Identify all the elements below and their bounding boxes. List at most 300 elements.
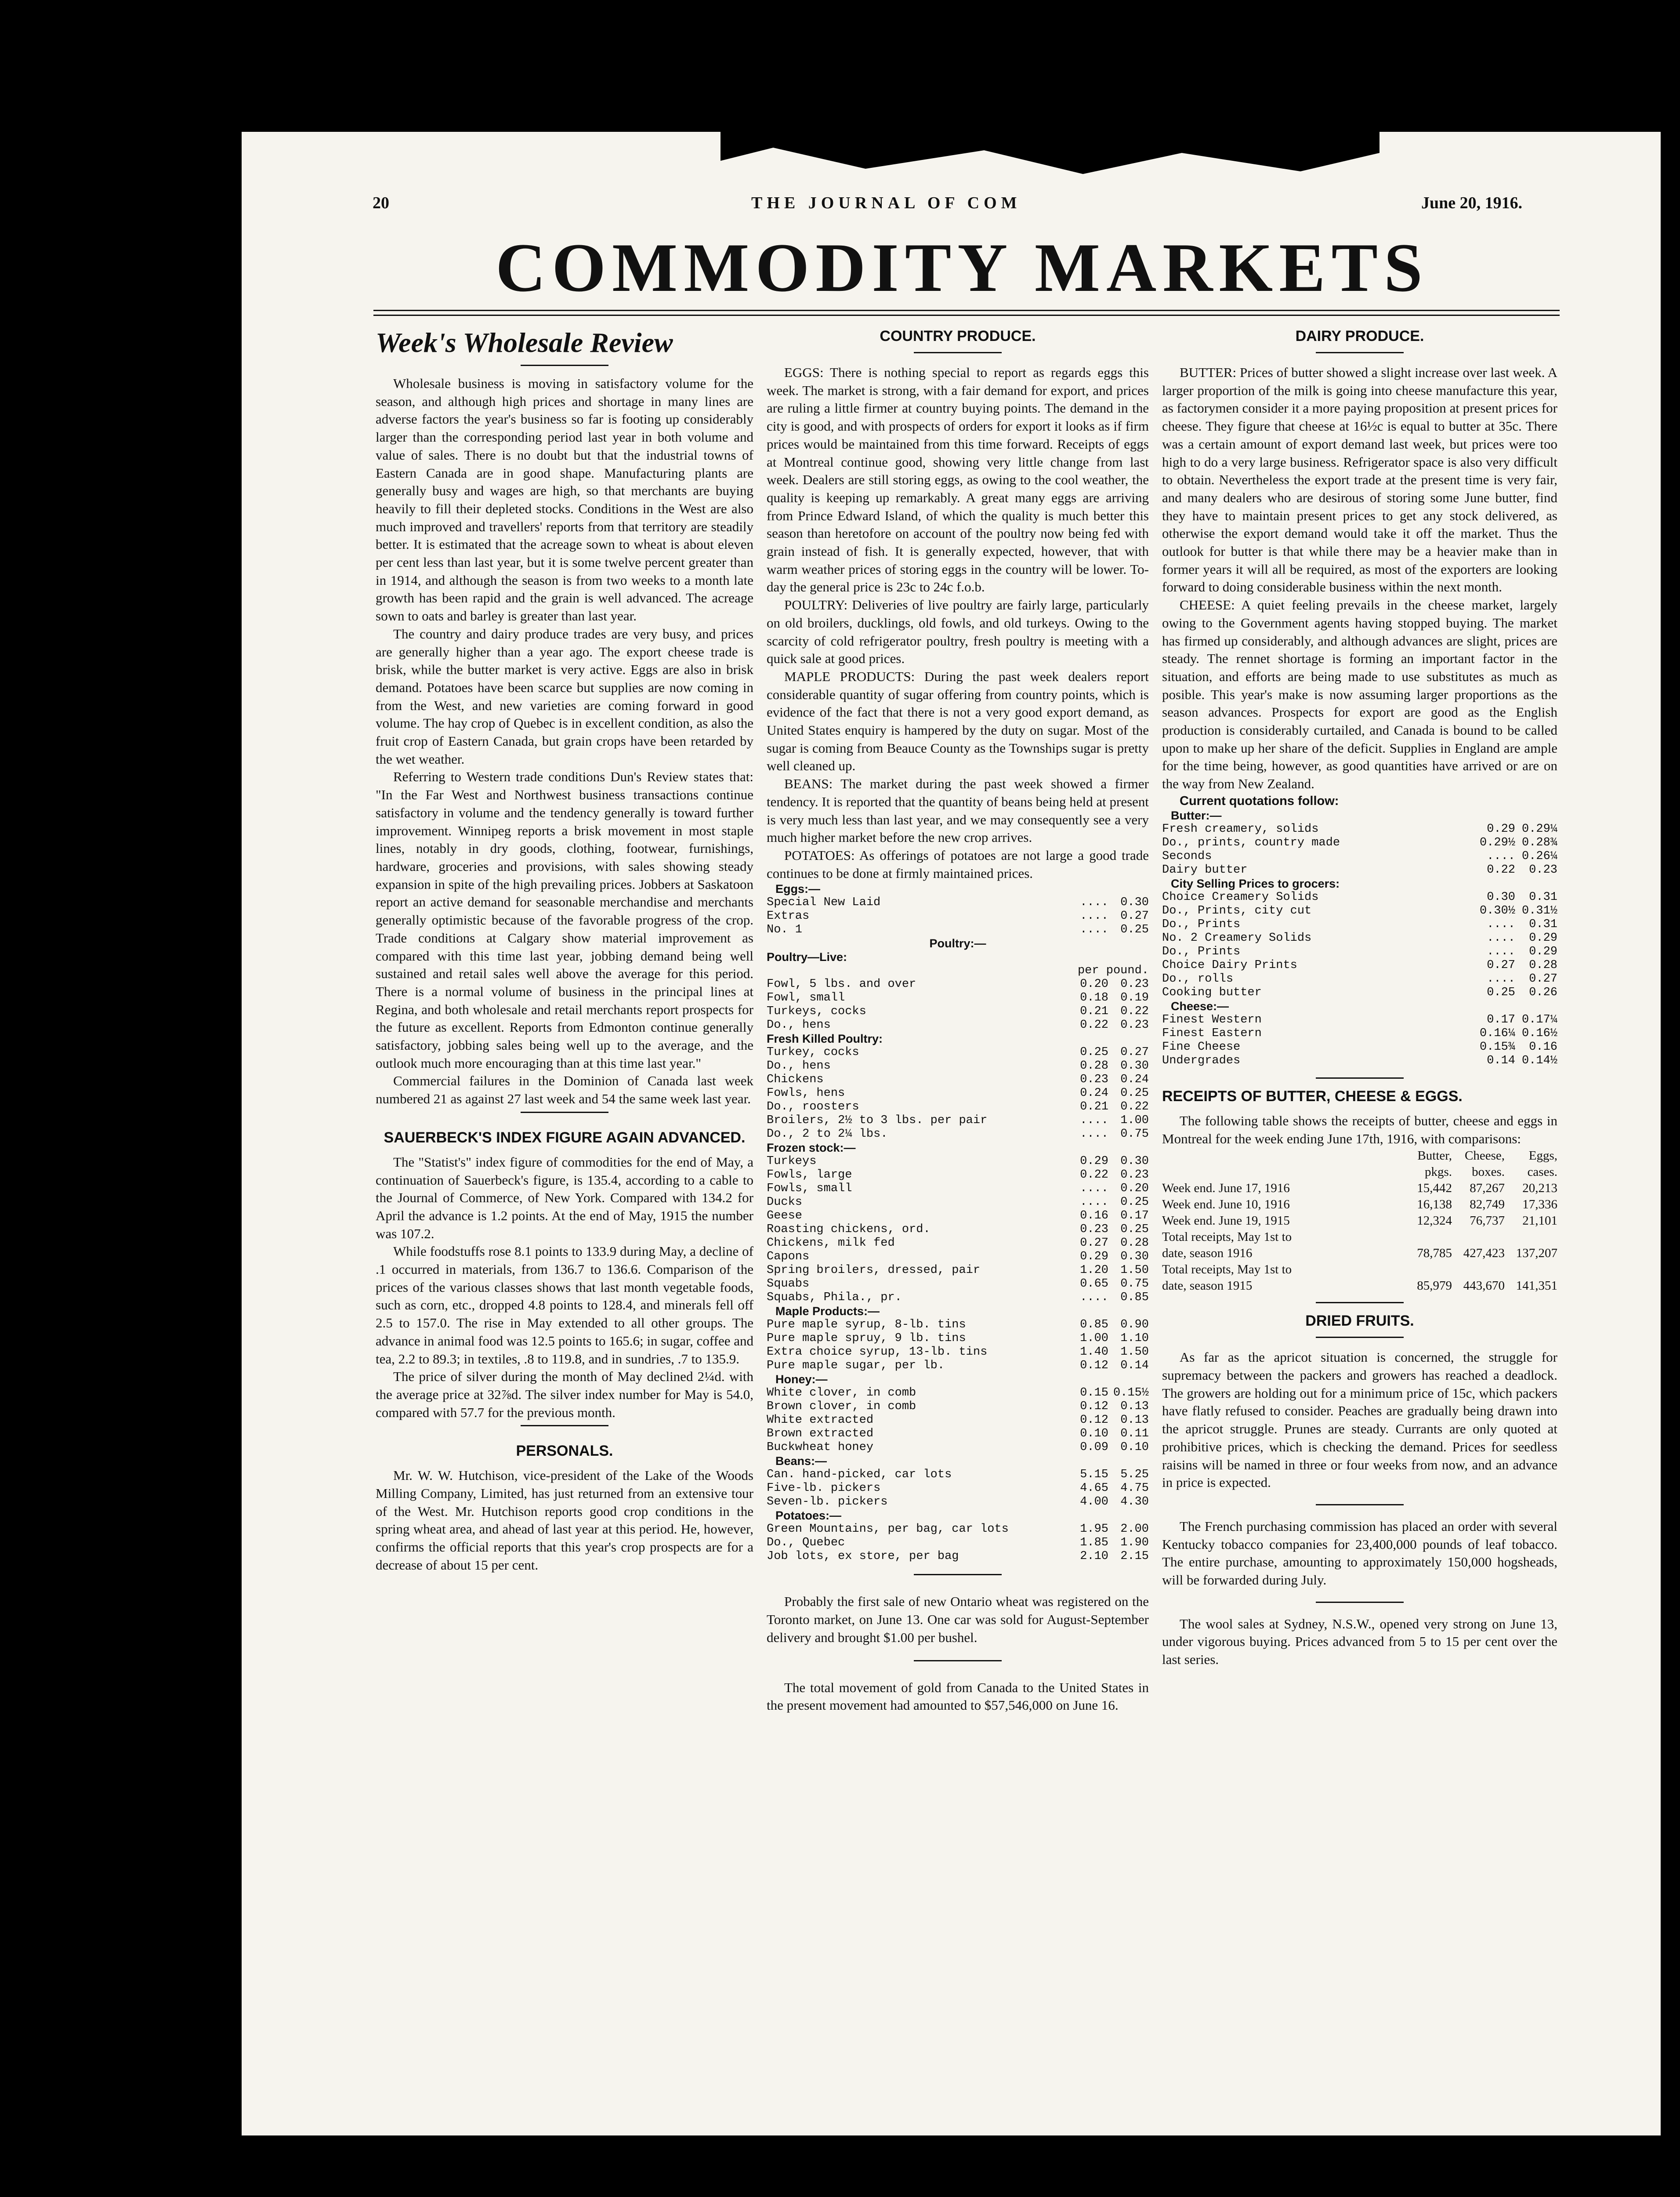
- quote-high: 0.31: [1529, 890, 1557, 904]
- quote-row: [767, 1196, 1149, 1209]
- quote-high: 0.31: [1529, 917, 1557, 931]
- quote-low: 1.20: [1080, 1264, 1108, 1277]
- quote-item: Fowl, 5 lbs. and over: [767, 978, 916, 991]
- quote-low: 0.25: [1080, 1046, 1108, 1059]
- quote-low: 4.65: [1080, 1482, 1108, 1495]
- quote-high: 0.28: [1529, 958, 1557, 972]
- column-2: [767, 323, 1149, 2094]
- quote-row: [767, 1495, 1149, 1509]
- quote-high: 0.22: [1120, 1100, 1149, 1114]
- quote-row: [767, 978, 1149, 991]
- quote-low: 0.10: [1080, 1427, 1108, 1441]
- receipts-cheese: 427,423: [1463, 1246, 1505, 1261]
- quote-high: 0.13: [1120, 1414, 1149, 1427]
- quote-low: 4.00: [1080, 1495, 1108, 1509]
- quote-high: 0.85: [1120, 1291, 1149, 1305]
- quote-high: 0.25: [1120, 1196, 1149, 1209]
- quote-item: Do., Quebec: [767, 1536, 845, 1550]
- quote-item: Extra choice syrup, 13-lb. tins: [767, 1345, 988, 1359]
- masthead-title: COMMODITY MARKETS: [496, 229, 1429, 306]
- quote-low: ....: [1487, 849, 1515, 863]
- quote-high: 0.25: [1120, 1223, 1149, 1236]
- quote-item: Turkeys: [767, 1155, 817, 1168]
- quote-low: 1.95: [1080, 1523, 1108, 1536]
- quote-low: ....: [1487, 931, 1515, 945]
- quote-row: [767, 1386, 1149, 1400]
- quote-row: [767, 1005, 1149, 1019]
- quote-high: 0.14½: [1521, 1054, 1557, 1067]
- quote-row: [1162, 1013, 1557, 1027]
- receipts-header-row: [1162, 1164, 1557, 1180]
- quote-item: Do., Prints: [1162, 945, 1241, 958]
- quote-heading: Frozen stock:—: [767, 1141, 856, 1155]
- column-3: [1162, 323, 1557, 2094]
- quote-row: [767, 991, 1149, 1005]
- quote-item: Do., prints, country made: [1162, 836, 1340, 849]
- quote-high: 0.25: [1120, 1087, 1149, 1100]
- receipts-row: [1162, 1229, 1557, 1245]
- quote-high: 0.11: [1120, 1427, 1149, 1441]
- quote-low: 0.85: [1080, 1318, 1108, 1332]
- quote-item: Pure maple spruy, 9 lb. tins: [767, 1332, 966, 1345]
- journal-name: THE JOURNAL OF COM: [751, 194, 1021, 212]
- quote-low: 0.23: [1080, 1223, 1108, 1236]
- quote-heading: Potatoes:—: [775, 1509, 842, 1523]
- page-number: 20: [373, 194, 389, 212]
- quote-row: [767, 896, 1149, 910]
- quote-low: 0.29: [1487, 822, 1515, 836]
- quote-item: Job lots, ex store, per bag: [767, 1550, 959, 1563]
- quote-row: [767, 1087, 1149, 1100]
- quote-row: [1162, 972, 1557, 986]
- receipts-butter: 78,785: [1417, 1246, 1452, 1261]
- quote-heading: Poultry—Live:: [767, 950, 847, 964]
- quote-high: 0.23: [1529, 863, 1557, 877]
- quote-row: [1162, 836, 1557, 850]
- quote-heading: Honey:—: [775, 1373, 828, 1386]
- quotes-intro: Current quotations follow:: [1180, 794, 1339, 808]
- quote-low: 0.12: [1080, 1414, 1108, 1427]
- quote-low: ....: [1080, 1196, 1108, 1209]
- quote-high: 0.26: [1529, 986, 1557, 999]
- receipts-header-cell: Eggs,: [1528, 1149, 1557, 1163]
- quote-low: ....: [1487, 945, 1515, 958]
- receipts-row: [1162, 1278, 1557, 1294]
- quote-row: [767, 1291, 1149, 1305]
- quote-item: Buckwheat honey: [767, 1441, 874, 1454]
- quote-low: 0.15¾: [1479, 1040, 1515, 1054]
- quote-low: ....: [1080, 1291, 1108, 1305]
- receipts-cheese: 82,749: [1470, 1197, 1505, 1212]
- article-paragraph: EGGS: There is nothing special to report as regards eggs this week. The market is strong, with a fair demand for export, and prices are ruling a little firmer at country buying points. The demand in the city is good, and with prospects of orders for export it looks as if firm prices would be maintained from this time forward. Receipts of eggs at Montreal continue good, showing very little change from last week. Dealers are still storing eggs, as owing to the cool weather, the quality is keeping up remarkably. A great many eggs are arriving from Prince Edward Island, of which the quality is much better this season than heretofore on account of the poultry now being fed with grain instead of fish. It is generally expected, however, that with warm weather prices of storing eggs in the country will be lower. To-day the general price is 23c to 24c f.o.b.: [767, 365, 1149, 595]
- quote-row: [1162, 891, 1557, 904]
- article-paragraph: The wool sales at Sydney, N.S.W., opened very strong on June 13, under vigorous buying. Prices advanced from 5 to 15 per cent over the last series.: [1162, 1616, 1557, 1668]
- divider: [914, 352, 1002, 353]
- divider: [521, 365, 608, 366]
- receipts-butter: 16,138: [1417, 1197, 1452, 1212]
- quote-high: 0.75: [1120, 1128, 1149, 1141]
- article-paragraph: Commercial failures in the Dominion of Canada last week numbered 21 as against 27 last week and 54 the same week last year.: [376, 1073, 753, 1107]
- receipts-header-cell: [1162, 1164, 1404, 1180]
- quote-row: [767, 1345, 1149, 1359]
- quote-high: 1.10: [1120, 1332, 1149, 1345]
- quote-row: [1162, 1054, 1557, 1068]
- receipts-cheese: [1452, 1262, 1505, 1278]
- quote-high: 2.00: [1120, 1523, 1149, 1536]
- quote-heading: Butter:—: [1171, 808, 1222, 822]
- quote-high: 0.30: [1120, 1250, 1149, 1264]
- quote-high: 0.28¾: [1521, 836, 1557, 849]
- article-paragraph: The "Statist's" index figure of commodities for the end of May, a continuation of Sauerbeck's figure, is 135.4, according to a cable to the Journal of Commerce, of New York. Compared with 134.2 for April the advance is 1.2 points. At the end of May, 1915 the number was 107.2.: [376, 1154, 753, 1241]
- quote-item: Chickens, milk fed: [767, 1236, 895, 1250]
- quote-row: [1162, 986, 1557, 1000]
- quote-row: [767, 1359, 1149, 1373]
- quote-item: Spring broilers, dressed, pair: [767, 1264, 981, 1277]
- quote-low: 0.14: [1487, 1054, 1515, 1067]
- quote-item: Capons: [767, 1250, 810, 1264]
- quote-item: Do., roosters: [767, 1100, 859, 1114]
- quote-row: [1162, 1040, 1557, 1054]
- quote-low: ....: [1080, 1114, 1108, 1128]
- receipts-row: [1162, 1245, 1557, 1262]
- divider: [1316, 1504, 1404, 1505]
- receipts-header-cell: [1162, 1148, 1404, 1164]
- quote-low: 0.18: [1080, 991, 1108, 1005]
- quote-item: Finest Western: [1162, 1013, 1262, 1026]
- article-paragraph: Referring to Western trade conditions Dun's Review states that: "In the Far West and Northwest business transactions continue satisfactory in volume and the tendency generally is toward further improvement. Winnipeg reports a brisk movement in most staple lines, notably in dry goods, clothing, footwear, furnishings, hardware, groceries and provisions, with sales showing steady expansion in spite of the high prevailing prices. Jobbers at Saskatoon report an active demand for seasonable merchandise and merchants generally optimistic because of the favorable progress of the crop. Trade conditions at Calgary show material improvement as compared with this time last year, jobbing demand being well sustained and retail sales well above the average for this period. There is a normal volume of business in the principal lines at Regina, and both wholesale and retail merchants report prospects for the future as excellent. Reports from Edmonton continue generally satisfactory, jobbing sales being well up to the average, and the outlook much more encouraging than at this time last year.": [376, 769, 753, 1071]
- quote-row: [767, 1550, 1149, 1563]
- article-paragraph: CHEESE: A quiet feeling prevails in the cheese market, largely owing to the Government agents having stopped buying. The market has firmed up considerably, and although advances are slight, prices are steady. The rennet shortage is forming an important factor in the situation, and efforts are being made to use substitutes as much as posible. This year's make is now assuming larger proportions as the season advances. Prospects for export are good as the English production is considerably curtailed, and Canada is bound to be called upon to make up her share of the deficit. Supplies in England are ample for the time being, however, as good quantities have arrived or are on the way from New Zealand.: [1162, 597, 1557, 792]
- quote-row: [767, 1209, 1149, 1223]
- quote-item: Do., rolls: [1162, 972, 1234, 986]
- article-paragraph: The following table shows the receipts of butter, cheese and eggs in Montreal for the week ending June 17th, 1916, with comparisons:: [1162, 1113, 1557, 1146]
- quote-high: 1.50: [1120, 1264, 1149, 1277]
- article-paragraph: Probably the first sale of new Ontario wheat was registered on the Toronto market, on June 13. One car was sold for August-September delivery and brought $1.00 per bushel.: [767, 1594, 1149, 1645]
- divider: [1316, 1602, 1404, 1603]
- quote-low: 0.16: [1080, 1209, 1108, 1223]
- quote-item: Dairy butter: [1162, 863, 1248, 877]
- quote-low: 0.12: [1080, 1400, 1108, 1414]
- receipts-cheese: [1452, 1229, 1505, 1245]
- quote-item: Do., Prints: [1162, 917, 1241, 931]
- quote-item: Squabs: [767, 1277, 810, 1291]
- quote-high: 0.31½: [1521, 904, 1557, 917]
- quote-heading: Poultry:—: [929, 937, 986, 950]
- receipts-header-row: [1162, 1148, 1557, 1164]
- quote-item: Undergrades: [1162, 1054, 1241, 1067]
- receipts-eggs: 20,213: [1522, 1181, 1557, 1196]
- receipts-label: Week end. June 19, 1915: [1162, 1214, 1290, 1228]
- quote-low: 0.21: [1080, 1100, 1108, 1114]
- receipts-label: Week end. June 17, 1916: [1162, 1181, 1290, 1196]
- quote-row: [1162, 959, 1557, 972]
- quote-heading: Fresh Killed Poultry:: [767, 1032, 883, 1046]
- divider: [521, 1112, 608, 1113]
- quote-row: [767, 923, 1149, 937]
- quote-low: 0.29: [1080, 1155, 1108, 1168]
- quote-row: [767, 1168, 1149, 1182]
- quote-low: 5.15: [1080, 1468, 1108, 1482]
- quote-low: ....: [1080, 910, 1108, 923]
- quote-row: [767, 1182, 1149, 1196]
- quote-item: Pure maple sugar, per lb.: [767, 1359, 945, 1373]
- quote-high: 0.27: [1120, 910, 1149, 923]
- quote-low: 0.30: [1487, 890, 1515, 904]
- quote-item: White clover, in comb: [767, 1386, 916, 1400]
- quote-row: [767, 1019, 1149, 1032]
- quote-low: 0.29: [1080, 1250, 1108, 1264]
- quote-row: [767, 1468, 1149, 1482]
- quote-high: 0.15½: [1113, 1386, 1149, 1400]
- quote-high: 0.16: [1529, 1040, 1557, 1054]
- receipts-header-cell: Butter,: [1417, 1149, 1452, 1163]
- quote-row: [767, 1236, 1149, 1250]
- receipts-label: date, season 1916: [1162, 1246, 1253, 1261]
- quote-row: [767, 1400, 1149, 1414]
- quote-row: [1162, 850, 1557, 863]
- quote-item: Cooking butter: [1162, 986, 1262, 999]
- quote-row: [767, 1427, 1149, 1441]
- article-paragraph: The price of silver during the month of May declined 2¼d. with the average price at 32⅞d. The silver index number for May is 54.0, compared with 57.7 for the previous month.: [376, 1369, 753, 1420]
- article-paragraph: While foodstuffs rose 8.1 points to 133.9 during May, a decline of .1 occurred in materials, from 136.7 to 136.6. Comparison of the prices of the various classes shows that last month vegetable foods, such as corn, etc., dropped 4.8 points to 128.4, and minerals fell off 2.5 to 157.0. The rise in May extended to all other groups. The advance in animal food was 12.5 points to 165.6; in sugar, coffee and tea, 2.2 to 89.3; in textiles, .8 to 119.8, and in sundries, .7 to 135.9.: [376, 1244, 753, 1367]
- receipts-rows: [1162, 1180, 1557, 1294]
- quote-row: [1162, 932, 1557, 945]
- quote-low: 0.22: [1080, 1168, 1108, 1182]
- country-produce-title: COUNTRY PRODUCE.: [880, 328, 1036, 344]
- quote-low: 0.16¼: [1479, 1026, 1515, 1040]
- quote-row: [767, 1155, 1149, 1168]
- quote-item: Green Mountains, per bag, car lots: [767, 1523, 1009, 1536]
- quote-item: No. 1: [767, 923, 803, 937]
- quote-high: 5.25: [1120, 1468, 1149, 1482]
- quote-row: [767, 1223, 1149, 1236]
- quote-high: 0.17¼: [1521, 1013, 1557, 1026]
- quote-low: 0.27: [1487, 958, 1515, 972]
- receipts-header-cell: pkgs.: [1424, 1165, 1452, 1179]
- quote-item: Squabs, Phila., pr.: [767, 1291, 902, 1305]
- article-paragraph: The French purchasing commission has placed an order with several Kentucky tobacco companies for 23,400,000 pounds of leaf tobacco. The entire purchase, amounting to approximately 150,000 hogsheads, will be forwarded during July.: [1162, 1518, 1557, 1588]
- wholesale-review-title: Week's Wholesale Review: [376, 327, 673, 358]
- divider: [914, 1660, 1002, 1661]
- quote-low: 0.23: [1080, 1073, 1108, 1087]
- quote-high: 1.90: [1120, 1536, 1149, 1550]
- quote-high: 0.30: [1120, 1155, 1149, 1168]
- receipts-label: Total receipts, May 1st to: [1162, 1262, 1292, 1277]
- receipts-row: [1162, 1262, 1557, 1278]
- article-paragraph: The country and dairy produce trades are very busy, and prices are generally higher than a year ago. The export cheese trade is brisk, while the butter market is very active. Eggs are also in brisk demand. Potatoes have been scarce but supplies are now coming in from the West, and new varieties are coming forward in good volume. The hay crop of Quebec is in excellent condition, as also the fruit crop of Eastern Canada, but grain crops have been retarded by the wet weather.: [376, 626, 753, 767]
- quote-heading: Eggs:—: [775, 882, 821, 896]
- quote-item: Brown extracted: [767, 1427, 874, 1441]
- quote-low: 1.85: [1080, 1536, 1108, 1550]
- quote-item: Do., hens: [767, 1019, 831, 1032]
- receipts-butter: [1404, 1262, 1452, 1278]
- quote-low: ....: [1487, 972, 1515, 986]
- quote-item: Extras: [767, 910, 810, 923]
- quote-low: ....: [1487, 917, 1515, 931]
- receipts-label: Week end. June 10, 1916: [1162, 1197, 1290, 1212]
- divider: [1316, 1077, 1404, 1079]
- quote-row: [767, 1100, 1149, 1114]
- quote-item: Geese: [767, 1209, 803, 1223]
- quote-row: [767, 1128, 1149, 1141]
- quote-item: Ducks: [767, 1196, 803, 1209]
- article-paragraph: POULTRY: Deliveries of live poultry are fairly large, particularly on old broilers, ducklings, old fowls, and old turkeys. Owing to the scarcity of cold refrigerator poultry, fresh poultry is meeting with a quick sale at good prices.: [767, 597, 1149, 667]
- quote-item: Do., 2 to 2¼ lbs.: [767, 1128, 888, 1141]
- receipts-eggs: 137,207: [1516, 1246, 1557, 1261]
- receipts-row: [1162, 1213, 1557, 1229]
- quote-row: [767, 1114, 1149, 1128]
- quote-item: Can. hand-picked, car lots: [767, 1468, 952, 1482]
- quote-low: 0.09: [1080, 1441, 1108, 1454]
- receipts-butter: [1404, 1229, 1452, 1245]
- receipts-butter: 12,324: [1417, 1214, 1452, 1228]
- quote-high: 0.24: [1120, 1073, 1149, 1087]
- quote-low: 0.21: [1080, 1005, 1108, 1019]
- receipts-cheese: 443,670: [1463, 1279, 1505, 1293]
- quote-low: 0.15: [1080, 1386, 1108, 1400]
- receipts-eggs: 141,351: [1516, 1279, 1557, 1293]
- quote-high: 0.19: [1120, 991, 1149, 1005]
- receipts-butter: 85,979: [1417, 1279, 1452, 1293]
- article-paragraph: BUTTER: Prices of butter showed a slight increase over last week. A larger proportion of the milk is going into cheese manufacture this year, as factorymen consider it a more paying proposition at present prices for cheese. They figure that cheese at 16½c is equal to butter at 35c. There was a certain amount of export demand last week, but prices were too high to do a very large business. Refrigerator space is also very difficult to obtain. Nevertheless the export trade at the present time is very fair, and many dealers who are desirous of storing some June butter, find they have to maintain present prices to get any stock delivered, as otherwise the export demand would take it off the market. Thus the outlook for butter is that while there may be a heavier make than in former years it will all be required, as most of the exporters are looking forward to doing considerable business within the next month.: [1162, 365, 1557, 595]
- quote-row: [767, 1482, 1149, 1495]
- quote-heading: Cheese:—: [1171, 999, 1229, 1013]
- quote-high: 0.28: [1120, 1236, 1149, 1250]
- quote-high: 2.15: [1120, 1550, 1149, 1563]
- quote-high: 0.26¼: [1521, 849, 1557, 863]
- quote-item: Fowls, small: [767, 1182, 852, 1196]
- quote-low: 1.00: [1080, 1332, 1108, 1345]
- quote-item: Fowls, large: [767, 1168, 852, 1182]
- divider: [1316, 1337, 1404, 1338]
- quote-item: Broilers, 2½ to 3 lbs. per pair: [767, 1114, 988, 1128]
- quote-low: 2.10: [1080, 1550, 1108, 1563]
- receipts-eggs: 17,336: [1522, 1197, 1557, 1212]
- quote-item: Finest Eastern: [1162, 1026, 1262, 1040]
- quote-row: [767, 910, 1149, 923]
- quote-item: Seconds: [1162, 849, 1212, 863]
- quote-row: [767, 1046, 1149, 1059]
- receipts-eggs: 21,101: [1522, 1214, 1557, 1228]
- quote-row: [1162, 1027, 1557, 1040]
- quote-high: 0.90: [1120, 1318, 1149, 1332]
- receipts-row: [1162, 1196, 1557, 1213]
- quote-item: Roasting chickens, ord.: [767, 1223, 931, 1236]
- quote-high: 0.13: [1120, 1400, 1149, 1414]
- quote-high: 1.00: [1120, 1114, 1149, 1128]
- quote-row: [767, 1250, 1149, 1264]
- receipts-row: [1162, 1180, 1557, 1196]
- quote-low: ....: [1080, 896, 1108, 910]
- quote-low: ....: [1080, 1128, 1108, 1141]
- receipts-butter: 15,442: [1417, 1181, 1452, 1196]
- quote-high: 0.14: [1120, 1359, 1149, 1373]
- quote-low: 0.25: [1487, 986, 1515, 999]
- quote-row: [767, 1523, 1149, 1536]
- quote-item: No. 2 Creamery Solids: [1162, 931, 1312, 945]
- quote-row: [1162, 918, 1557, 932]
- article-paragraph: BEANS: The market during the past week showed a firmer tendency. It is reported that the quantity of beans being held at present is very much less than last year, and we may consequently see a very much higher market before the new crop arrives.: [767, 776, 1149, 845]
- quote-high: 0.23: [1120, 1019, 1149, 1032]
- divider: [914, 1574, 1002, 1575]
- quote-item: Pure maple syrup, 8-lb. tins: [767, 1318, 966, 1332]
- quote-heading: City Selling Prices to grocers:: [1171, 877, 1340, 890]
- quote-high: 0.75: [1120, 1277, 1149, 1291]
- quote-row: [767, 1414, 1149, 1427]
- issue-date: June 20, 1916.: [1421, 194, 1523, 212]
- quote-item: Turkey, cocks: [767, 1046, 859, 1059]
- quote-row: [767, 1277, 1149, 1291]
- dairy-produce-title: DAIRY PRODUCE.: [1295, 328, 1424, 344]
- quote-low: 0.20: [1080, 978, 1108, 991]
- receipts-table: [1162, 1148, 1557, 1294]
- divider: [1316, 352, 1404, 353]
- quote-high: 0.25: [1120, 923, 1149, 937]
- quote-low: 0.30½: [1479, 904, 1515, 917]
- quote-high: 0.16½: [1521, 1026, 1557, 1040]
- quote-row: [767, 1073, 1149, 1087]
- receipts-header-cell: Cheese,: [1465, 1149, 1505, 1163]
- quote-item: Seven-lb. pickers: [767, 1495, 888, 1509]
- article-paragraph: As far as the apricot situation is concerned, the struggle for supremacy between the packers and growers has reached a deadlock. The growers are holding out for a minimum price of 15c, which packers have flatly refused to consider. Peaches are gradually being drawn into the apricot struggle. Prunes are steady. Currants are only quoted at prohibitive prices, which is checking the demand. Prices for seedless raisins will be named in three or four weeks from now, and an advance in price is expected.: [1162, 1349, 1557, 1490]
- quote-high: 0.30: [1120, 1059, 1149, 1073]
- personals-title: PERSONALS.: [516, 1443, 613, 1460]
- quote-item: Choice Dairy Prints: [1162, 958, 1297, 972]
- receipts-header-cell: boxes.: [1472, 1165, 1505, 1179]
- quote-low: 0.22: [1487, 863, 1515, 877]
- quote-high: 0.10: [1120, 1441, 1149, 1454]
- receipts-label: date, season 1915: [1162, 1279, 1253, 1293]
- quote-low: 0.24: [1080, 1087, 1108, 1100]
- quote-high: 4.30: [1120, 1495, 1149, 1509]
- article-paragraph: Wholesale business is moving in satisfactory volume for the season, and although high prices and shortage in many lines are adverse factors the year's business so far is footing up considerably larger than the corresponding period last year in both volume and value of sales. There is no doubt but that the industrial towns of Eastern Canada are in good shape. Manufacturing plants are generally busy and wages are high, so that merchants are buying heavily to fill their depleted stocks. Conditions in the West are also much improved and travellers' reports from that territory are steadily better. It is estimated that the acreage sown to wheat is about eleven per cent less than last year, but it is some twelve percent greater than in 1914, and although the season is from two weeks to a month late growth has been rapid and the grain is well advanced. The acreage sown to oats and barley is greater than last year.: [376, 376, 753, 624]
- quote-item: Fresh creamery, solids: [1162, 822, 1319, 836]
- country-produce-quotations: [767, 882, 1149, 1563]
- article-paragraph: POTATOES: As offerings of potatoes are not large a good trade continues to be done at firmly maintained prices.: [767, 847, 1149, 881]
- quote-row: [767, 1332, 1149, 1345]
- quote-high: 4.75: [1120, 1482, 1149, 1495]
- quote-item: Brown clover, in comb: [767, 1400, 916, 1414]
- quote-item: Fine Cheese: [1162, 1040, 1241, 1054]
- quote-low: 0.29½: [1479, 836, 1515, 849]
- quote-row: [767, 1536, 1149, 1550]
- quote-item: Choice Creamery Solids: [1162, 890, 1319, 904]
- quote-low: ....: [1080, 1182, 1108, 1196]
- quote-item: Chickens: [767, 1073, 824, 1087]
- quote-low: 0.22: [1080, 1019, 1108, 1032]
- quote-high: 0.23: [1120, 1168, 1149, 1182]
- quote-high: 0.27: [1120, 1046, 1149, 1059]
- per-pound-label: per pound.: [1077, 964, 1149, 978]
- quote-item: Do., hens: [767, 1059, 831, 1073]
- quote-row: [767, 1441, 1149, 1454]
- article-paragraph: The total movement of gold from Canada to the United States in the present movement had amounted to $57,546,000 on June 16.: [767, 1679, 1149, 1713]
- quote-item: White extracted: [767, 1414, 874, 1427]
- quote-row: [1162, 863, 1557, 877]
- quote-low: 0.12: [1080, 1359, 1108, 1373]
- quote-low: 0.17: [1487, 1013, 1515, 1026]
- quote-row: [1162, 823, 1557, 836]
- quote-low: 0.28: [1080, 1059, 1108, 1073]
- quote-high: 0.29: [1529, 945, 1557, 958]
- quote-high: 0.29: [1529, 931, 1557, 945]
- quote-low: 0.27: [1080, 1236, 1108, 1250]
- quote-item: Special New Laid: [767, 896, 881, 910]
- quote-item: Fowls, hens: [767, 1087, 845, 1100]
- quote-item: Fowl, small: [767, 991, 845, 1005]
- quote-row: [767, 1059, 1149, 1073]
- receipts-eggs: [1505, 1262, 1557, 1278]
